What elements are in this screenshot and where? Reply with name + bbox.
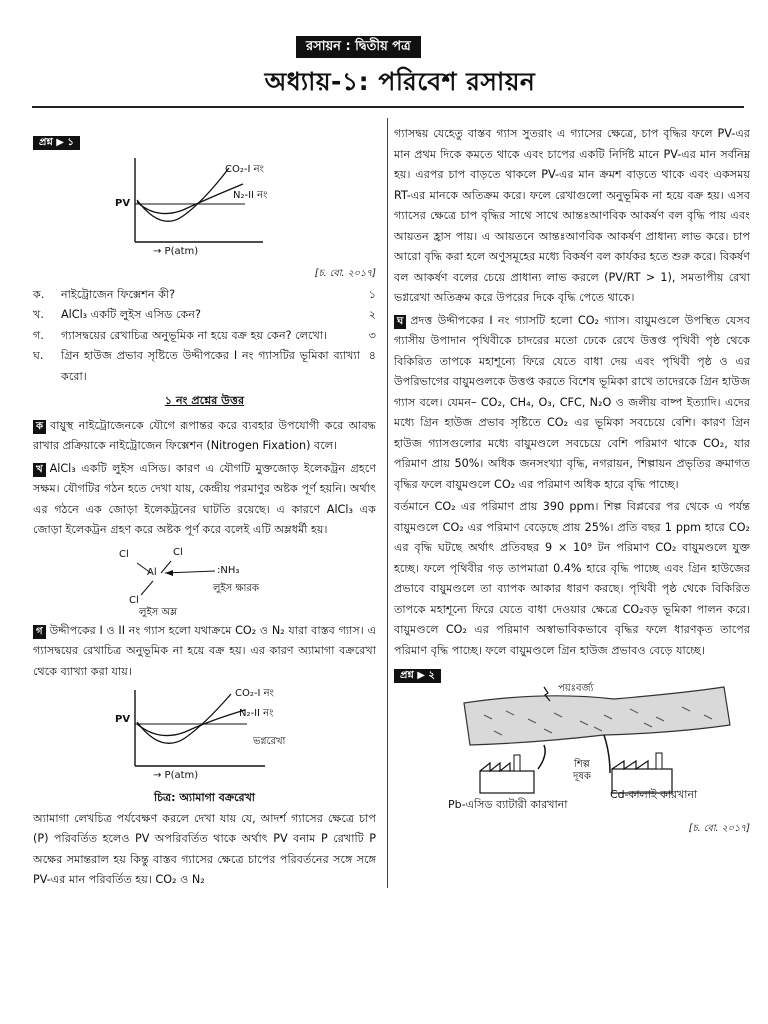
question-2-source: [চ. বো. ২০১৭]: [688, 823, 750, 834]
graph-1-svg: [33, 150, 376, 264]
figure-caption: চিত্র: অ্যামাগা বক্ররেখা: [153, 791, 256, 804]
structure-cl-3: Cl: [129, 594, 139, 606]
answer-ga-badge: গ: [33, 625, 46, 639]
structure-cl-1: Cl: [119, 548, 129, 560]
factory-labels: [394, 788, 750, 819]
question-item: ঘ. গ্রিন হাউজ প্রভাব সৃষ্টিতে উদ্দীপকের I নং গ্যাসটির ভূমিকা ব্যাখ্যা করো। ৪: [33, 349, 376, 383]
factory-2-label: Cd-কালাই কারখানা: [610, 788, 698, 801]
answer-ga-continued: অ্যামাগা লেখচিত্র পর্যবেক্ষণ করলে দেখা যায় যে, আদর্শ গ্যাসের ক্ষেত্রে চাপ (P) পরিবর্তিত হলেও PV অপরিবর্তিত থাকে অর্থাৎ PV বনাম P রেখাটি P অক্ষের সমান্তরাল হয় কিন্তু বাস্তব গ্যাসের ক্ষেত্রে চাপের পরিবর্তনের সঙ্গে সঙ্গে PV-এর মান পরিবর্তিত হয়। CO₂ ও N₂: [33, 811, 376, 886]
question-item: খ. AlCl₃ একটি লুইস এসিড কেন? ২: [33, 308, 376, 321]
factory-right: [612, 753, 672, 793]
graph-2-curve2-label: N₂-II নং: [239, 708, 274, 719]
question-item: গ. গ্যাসদ্বয়ের রেখাচিত্র অনুভূমিক না হয়ে বক্র হয় কেন? লেখো। ৩: [33, 328, 376, 342]
co2-curve: [137, 168, 229, 221]
answer-kha-badge: খ: [33, 463, 46, 477]
question-2-badge: প্রশ্ন ▶ ২: [394, 669, 441, 683]
factory-1-label: Pb-এসিড ব্যাটারী কারখানা: [448, 798, 568, 811]
structure-nh3: :NH₃: [217, 564, 240, 576]
factory-left: [480, 755, 534, 793]
subject-tag: রসায়ন : দ্বিতীয় পত্র: [296, 36, 421, 58]
answer-ga-continued-right: গ্যাসদ্বয় যেহেতু বাস্তব গ্যাস সুতরাং এ গ্যাসের ক্ষেত্রে, চাপ বৃদ্ধির ফলে PV-এর মান প্রথম দিকে কমতে থাকে এবং চাপের একটি নির্দিষ্ট মানে PV-এর মান সর্বনিম্ন হয়। এরপর চাপ বাড়তে থাকলে PV-এর মান ক্রমশ বাড়তে থাকে এবং একসময় RT-এর মানকে অতিক্রম করে। ফলে রেখাগুলো অনুভূমিক না হয়ে বক্র হয়। এসব গ্যাসের ক্ষেত্রে চাপ বৃদ্ধির সাথে সাথে আন্তঃআণবিক আকর্ষণ বল বৃদ্ধি পায় এবং আয়তন হ্রাস পায়। এ আয়তনে আন্তঃআণবিক আকর্ষণ প্রাধান্য লাভ করে। চাপ আরো বৃদ্ধি করা হলে অণুসমূহের মধ্যে বিকর্ষণ বল কার্যকর হতে শুরু করে। বিকর্ষণ বল আকর্ষণ বলের চেয়ে প্রাধান্য লাভ করলে (PV/RT > 1), সমতাপীয় রেখা ভগ্নরেখা অতিক্রম করে উপরের দিকে বৃদ্ধি পেতে থাকে।: [394, 127, 750, 304]
answer-title: ১ নং প্রশ্নের উত্তর: [164, 394, 245, 407]
column-divider: [387, 118, 388, 888]
question-item: ক. নাইট্রোজেন ফিক্সেশন কী? ১: [33, 287, 376, 301]
amagat-graph-1: [33, 150, 376, 264]
right-column: [394, 124, 750, 840]
pipe-right: [604, 735, 610, 773]
lewis-base-label: লুইস ক্ষারক: [213, 582, 259, 594]
pipe-label: শিল্প দূষক: [573, 759, 591, 782]
graph-2-curve1-label: CO₂-I নং: [235, 688, 274, 699]
lewis-acid-label: লুইস অম্ল: [139, 606, 178, 618]
structure-cl-2: Cl: [173, 546, 183, 558]
waste-label: পয়ঃবর্জ্য: [558, 683, 594, 694]
answer-ka-badge: ক: [33, 420, 46, 434]
graph-2-y-label: PV: [115, 714, 131, 725]
answer-ka: ক বায়ুস্থ নাইট্রোজেনকে যৌগে রূপান্তর করে ব্যবহার উপযোগী করে আবদ্ধ রাখার প্রক্রিয়াকে নাইট্রোজেন ফিক্সেশন (Nitrogen Fixation) বলে।: [33, 418, 376, 452]
structure-svg: [33, 543, 376, 621]
graph-1-y-label: PV: [115, 198, 131, 209]
graph-1-curve1-label: CO₂-I নং: [225, 164, 264, 175]
answer-gha-badge: ঘ: [394, 315, 406, 329]
amagat-graph-2: [33, 684, 376, 788]
chapter-title: অধ্যায়-১: পরিবেশ রসায়ন: [264, 67, 536, 96]
left-column: [33, 132, 376, 893]
n2-curve-2: [137, 710, 245, 736]
river-shape: [464, 687, 730, 745]
structure-al: Al: [147, 566, 157, 578]
graph-1-x-label: → P(atm): [153, 246, 199, 257]
graph-2-line-label: ভগ্নরেখা: [253, 736, 286, 747]
graph-1-curve2-label: N₂-II নং: [233, 190, 268, 201]
title-divider: [32, 106, 744, 108]
river-pollution-figure: [394, 685, 750, 797]
question-1-badge: প্রশ্ন ▶ ১: [33, 136, 80, 150]
n2-curve: [137, 184, 243, 214]
answer-ga: গ উদ্দীপকের I ও II নং গ্যাস হলো যথাক্রমে CO₂ ও N₂ যারা বাস্তব গ্যাস। এ গ্যাসদ্বয়ের রেখাচিত্র অনুভূমিক না হয়ে বক্র হয়। এর কারণ অ্যামাগা বক্ররেখা থেকে ব্যাখ্যা করা যায়।: [33, 623, 376, 678]
graph-2-svg: [33, 684, 376, 788]
answer-gha: ঘ প্রদত্ত উদ্দীপকের I নং গ্যাসটি হলো CO₂ গ্যাস। বায়ুমণ্ডলে উপস্থিত যেসব গ্যাসীয় উপাদান পৃথিবীকে চাদরের মতো ঢেকে রেখে উত্তপ্ত পৃথিবী পৃষ্ঠ থেকে বিকিরিত তাপকে মহাশূন্যে ফিরে যেতে বাধা দেয় এবং পৃথিবী পৃষ্ঠ ও এর উপরিভাগের বায়ুমণ্ডলকে উত্তপ্ত করতে বিশেষ ভূমিকা রাখে তাদেরকে গ্রিন হাউজ গ্যাস বলে। যেমন– CO₂, CH₄, O₃, CFC, N₂O ও জলীয় বাষ্প ইত্যাদি। এদের মধ্যে গ্রিন হাউজ প্রভাব সৃষ্টিতে CO₂ এর ভূমিকা সবচেয়ে বেশি। কারণ গ্রিন হাউজ গ্যাসগুলোর মধ্যে বায়ুমণ্ডলে সবচেয়ে বেশি পরিমাণ থাকে CO₂, যার পরিমাণ প্রায় 50%। অধিক জনসংখ্যা বৃদ্ধি, নগরায়ন, শিল্পায়ন প্রভৃতির ক্রমাগত বৃদ্ধির ফলে বায়ুমণ্ডলে CO₂ এর পরিমাণ অধিক হারে বৃদ্ধি পাচ্ছে।: [394, 313, 750, 491]
pipe-left: [538, 745, 545, 769]
question-1-source: [চ. বো. ২০১৭]: [314, 268, 376, 279]
graph-2-x-label: → P(atm): [153, 770, 199, 781]
answer-gha-2: বর্তমানে CO₂ এর পরিমাণ প্রায় 390 ppm। শিল্প বিপ্লবের পর থেকে এ পর্যন্ত বায়ুমণ্ডলে CO₂ এর পরিমাণ বেড়েছে প্রায় 25%। প্রতি বছর 1 ppm হারে CO₂ এর বৃদ্ধি ঘটছে অর্থাৎ প্রতিবছর 9 × 10⁹ টন পরিমাণ CO₂ বায়ুমণ্ডলে যুক্ত হচ্ছে। ফলে পৃথিবীর গড় তাপমাত্রা 0.4% হারে বৃদ্ধি পাচ্ছে এবং গ্রিন হাউজের প্রভাবে বায়ুমণ্ডলে তা ব্যাপক আকার ধারণ করছে। পৃথিবী পৃষ্ঠ থেকে বিকিরিত তাপকে মহাশূন্যে ফিরে যেতে বাধা দেওয়ার ক্ষেত্রে CO₂বড় ভূমিকা পালন করে। বায়ুমণ্ডলে CO₂ এর পরিমাণ অস্বাভাবিকভাবে বৃদ্ধির ফলে ধারণকৃত তাপের পরিমাণ বৃদ্ধি পাচ্ছে। ফলে বায়ুমণ্ডলে গ্রিন হাউজ প্রভাবও বেড়ে যাচ্ছে।: [394, 500, 750, 657]
question-1-items: [33, 285, 376, 388]
answer-kha: খ AlCl₃ একটি লুইস এসিড। কারণ এ যৌগটি মুক্তজোড় ইলেকট্রন গ্রহণে সক্ষম। যৌগটির গঠন হতে দেখা যায়, কেন্দ্রীয় পরমাণুর অষ্টক পূর্ণ হয়নি। অর্থাৎ এর গঠনে এক জোড়া ইলেকট্রনের ঘাটতি রয়েছে। এ কারণে AlCl₃ এক জোড়া ইলেকট্রন গ্রহণ করে অষ্টক পূর্ণ করে বলেই এটি অম্লধর্মী হয়।: [33, 461, 376, 536]
alcl3-nh3-structure: [33, 543, 376, 621]
